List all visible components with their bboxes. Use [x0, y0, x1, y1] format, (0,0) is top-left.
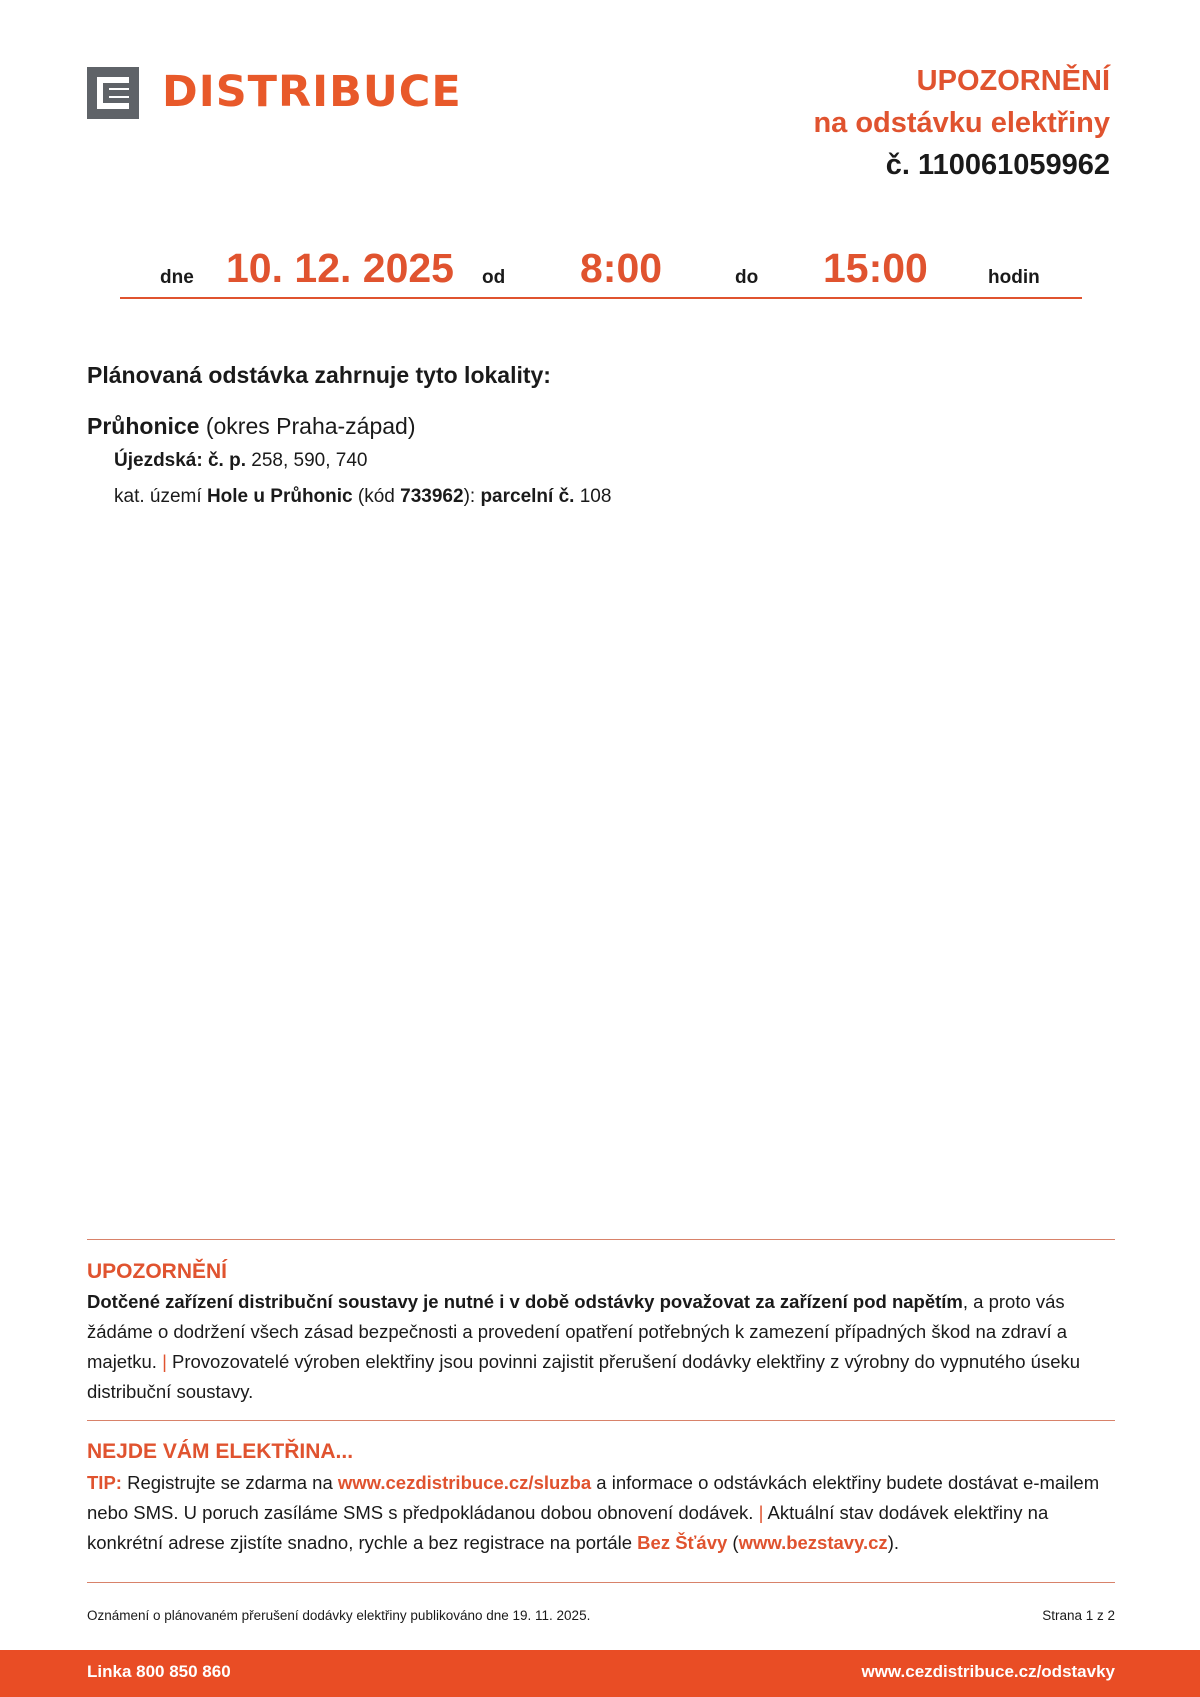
from-label: od [482, 267, 506, 288]
outage-schedule [120, 240, 1082, 299]
divider [87, 1582, 1115, 1583]
locality-town: Průhonice (okres Praha-západ) [87, 413, 416, 439]
divider [87, 1420, 1115, 1421]
localities-heading: Plánovaná odstávka zahrnuje tyto lokality: [87, 362, 551, 388]
brand-name: DISTRIBUCE [162, 67, 462, 117]
registration-link[interactable]: www.cezdistribuce.cz/sluzba [337, 1472, 592, 1493]
published-note: Oznámení o plánovaném přerušení dodávky elektřiny publikováno dne 19. 11. 2025. [87, 1608, 591, 1623]
locality-cadastral: kat. území Hole u Průhonic (kód 733962): parcelní č. 108 [114, 486, 612, 507]
hours-label: hodin [988, 267, 1040, 288]
portal-name: Bez Šťávy [637, 1532, 728, 1553]
to-label: do [735, 267, 759, 288]
warning-text: Dotčené zařízení distribuční soustavy je nutné i v době odstávky považovat za zařízení pod napětím, a proto vás žádáme o dodržení všech zásad bezpečnosti a provedení opatření potřebných k zamezení případných škod na zdraví a majetku. | Provozovatelé výroben elektřiny jsou povinni zajistit přerušení dodávky elektřiny z výrobny do vypnutého úseku distribuční soustavy. [87, 1291, 1081, 1402]
notice-subtitle: na odstávku elektřiny [813, 107, 1110, 139]
hotline: Linka 800 850 860 [87, 1662, 231, 1681]
divider [87, 1239, 1115, 1240]
bezstavy-link[interactable]: www.bezstavy.cz [738, 1532, 888, 1553]
date-label: dne [160, 267, 194, 288]
cez-logo-icon [87, 67, 139, 119]
page-number: Strana 1 z 2 [1042, 1608, 1115, 1623]
notice-number: č. 110061059962 [885, 149, 1110, 181]
tip-title: NEJDE VÁM ELEKTŘINA... [87, 1440, 354, 1463]
notice-title: UPOZORNĚNÍ [916, 65, 1110, 97]
outage-start-time: 8:00 [580, 245, 663, 291]
outage-date: 10. 12. 2025 [226, 245, 454, 291]
notice-title-block [813, 60, 1110, 186]
tip-text: TIP: Registrujte se zdarma na www.cezdistribuce.cz/sluzba a informace o odstávkách elektřiny budete dostávat e-mailem nebo SMS. U poruch zasíláme SMS s předpokládanou dobou obnovení dodávek. | Aktuální stav dodávek elektřiny na konkrétní adrese zjistíte snadno, rychle a bez registrace na portále Bez Šťávy (www.bezstavy.cz). [87, 1472, 1100, 1553]
warning-title: UPOZORNĚNÍ [87, 1260, 228, 1283]
outages-website-link[interactable]: www.cezdistribuce.cz/odstavky [861, 1662, 1115, 1681]
outage-end-time: 15:00 [823, 245, 928, 291]
locality-street: Újezdská: č. p. 258, 590, 740 [114, 450, 368, 471]
